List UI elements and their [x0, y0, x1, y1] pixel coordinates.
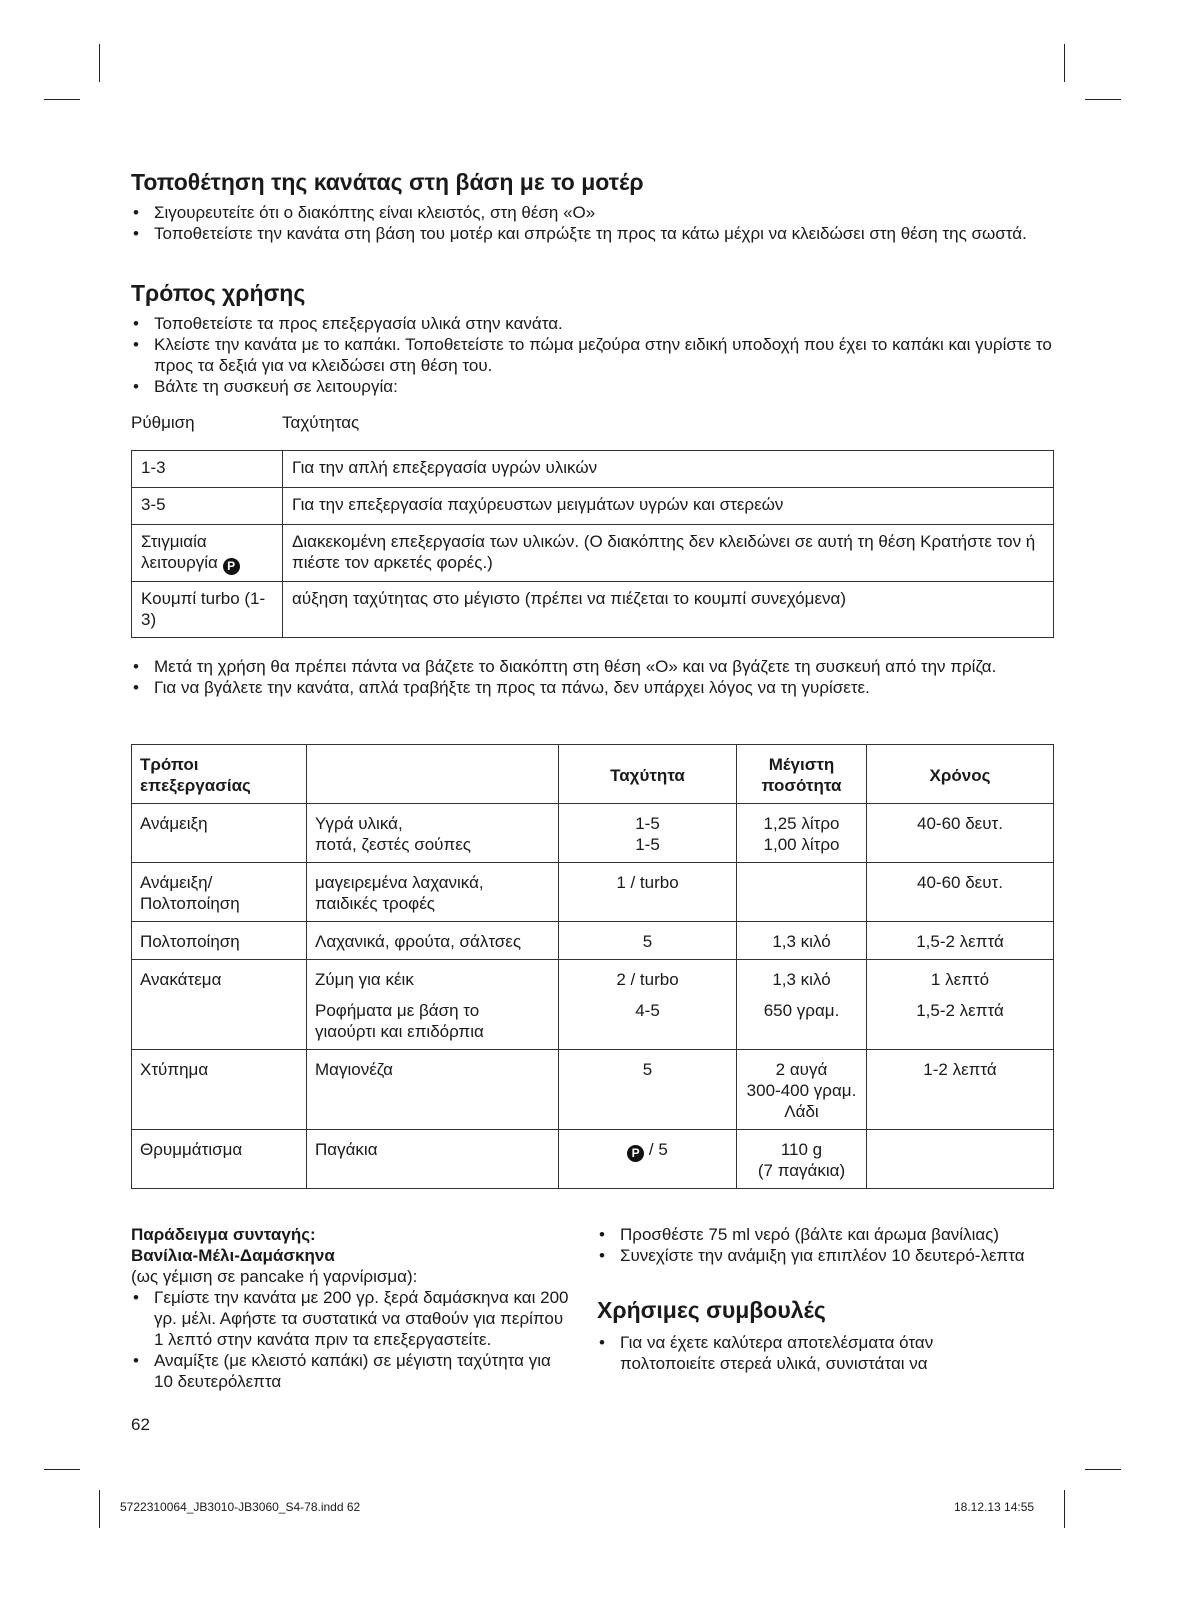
- qty-line: 1,3 κιλό: [772, 970, 831, 989]
- list-item: • Βάλτε τη συσκευή σε λειτουργία:: [131, 376, 1061, 397]
- table-row: [132, 922, 1054, 960]
- speed-header-speed: Ταχύτητας: [282, 413, 360, 432]
- cell-mode: Ανάμειξη: [132, 804, 307, 863]
- bullet-list: [597, 1332, 1027, 1374]
- table-row: [132, 960, 1054, 1050]
- table-cell: Διακεκομένη επεξεργασία των υλικών. (Ο διακόπτης δεν κλειδώνει σε αυτή τη θέση Κρατήστε τον ή πιέστε τον αρκετές φορές.): [283, 525, 1054, 582]
- table-row: [132, 804, 1054, 863]
- cell-mode: Ανάμειξη/ Πολτοποίηση: [132, 863, 307, 922]
- cell-time: 1,5-2 λεπτά: [867, 922, 1054, 960]
- table-header-row: [132, 745, 1054, 804]
- list-item: • Τοποθετείστε την κανάτα στη βάση του μοτέρ και σπρώξτε τη προς τα κάτω μέχρι να κλειδώσει στη θέση της σωστά.: [131, 223, 1061, 244]
- cell-item: Υγρά υλικά, ποτά, ζεστές σούπες: [307, 804, 559, 863]
- cell-time: 1-2 λεπτά: [867, 1050, 1054, 1130]
- table-row: [132, 863, 1054, 922]
- cell-item: Λαχανικά, φρούτα, σάλτσες: [307, 922, 559, 960]
- pulse-label: Στιγμιαία λειτουργία: [141, 532, 218, 572]
- recipe-title: Παράδειγμα συνταγής:: [131, 1225, 316, 1244]
- process-table: [131, 744, 1054, 1189]
- footer-date: 18.12.13 14:55: [954, 1500, 1035, 1514]
- cell-speed: 1 / turbo: [559, 863, 737, 922]
- crop-mark: [44, 99, 80, 100]
- table-row: [132, 1050, 1054, 1130]
- cell-item: μαγειρεμένα λαχανικά, παιδικές τροφές: [307, 863, 559, 922]
- list-item: • Τοποθετείστε τα προς επεξεργασία υλικά στην κανάτα.: [131, 313, 1061, 334]
- list-item: • Συνεχίστε την ανάμιξη για επιπλέον 10 δευτερό-λεπτα: [597, 1245, 1027, 1266]
- after-use-notes: [131, 656, 1061, 698]
- cell-time: 40-60 δευτ.: [867, 863, 1054, 922]
- cell-speed: 5: [559, 1050, 737, 1130]
- crop-mark: [99, 1490, 100, 1528]
- header-time: Χρόνος: [867, 745, 1054, 804]
- cell-speed: [559, 1130, 737, 1189]
- time-line: 1,5-2 λεπτά: [916, 1001, 1004, 1020]
- cell-mode: Πολτοποίηση: [132, 922, 307, 960]
- time-line: 1 λεπτό: [930, 970, 990, 989]
- section-title: Τρόπος χρήσης: [131, 280, 306, 306]
- cell-quantity: 1,25 λίτρο 1,00 λίτρο: [737, 804, 867, 863]
- cell-item: Παγάκια: [307, 1130, 559, 1189]
- list-item: • Κλείστε την κανάτα με το καπάκι. Τοποθετείστε το πώμα μεζούρα στην ειδική υποδοχή που έχει το καπάκι και γυρίστε το προς τα δεξιά για να κλειδώσει στη θέση του.: [131, 334, 1061, 376]
- list-item: • Προσθέστε 75 ml νερό (βάλτε και άρωμα βανίλιας): [597, 1224, 1027, 1245]
- table-row: [132, 451, 1054, 488]
- cell-quantity: [737, 863, 867, 922]
- list-item: • Για να έχετε καλύτερα αποτελέσματα όταν πολτοποιείτε στερεά υλικά, συνιστάται να: [597, 1332, 1027, 1374]
- cell-item: [307, 960, 559, 1050]
- footer-filename: 5722310064_JB3010-JB3060_S4-78.indd 62: [120, 1500, 361, 1514]
- crop-mark: [44, 1469, 80, 1470]
- table-row: [132, 525, 1054, 582]
- section-usage: [131, 279, 1061, 397]
- cell-quantity: [737, 960, 867, 1050]
- table-cell: [132, 525, 283, 582]
- table-cell: Κουμπί turbo (1-3): [132, 582, 283, 638]
- item-line: Ζύμη για κέικ: [315, 970, 414, 989]
- section-title: Τοποθέτηση της κανάτας στη βάση με το μοτέρ: [131, 169, 644, 195]
- list-item: • Αναμίξτε (με κλειστό καπάκι) σε μέγιστη ταχύτητα για 10 δευτερόλεπτα: [131, 1350, 571, 1392]
- qty-line: 650 γραμ.: [763, 1001, 840, 1020]
- cell-speed: 5: [559, 922, 737, 960]
- recipe-name: Βανίλια-Μέλι-Δαμάσκηνα: [131, 1246, 335, 1265]
- crop-mark: [1085, 1469, 1121, 1470]
- bullet-list: [131, 656, 1061, 698]
- crop-mark: [1064, 1490, 1065, 1528]
- crop-mark: [1064, 44, 1065, 82]
- table-cell: 1-3: [132, 451, 283, 488]
- table-row: [132, 582, 1054, 638]
- bullet-list: [131, 313, 1061, 397]
- header-mode: Τρόποι επεξεργασίας: [132, 745, 307, 804]
- table-cell: 3-5: [132, 488, 283, 525]
- cell-time: [867, 960, 1054, 1050]
- table-cell: αύξηση ταχύτητας στο μέγιστο (πρέπει να πιέζεται το κουμπί συνεχόμενα): [283, 582, 1054, 638]
- header-item: [307, 745, 559, 804]
- item-line: Ροφήματα με βάση το γιαούρτι και επιδόρπια: [315, 1001, 484, 1041]
- header-quantity: Μέγιστη ποσότητα: [737, 745, 867, 804]
- page-number: 62: [131, 1415, 150, 1434]
- recipe-section: [131, 1224, 571, 1392]
- speed-header-setting: Ρύθμιση: [131, 413, 195, 432]
- pulse-icon: P: [223, 558, 240, 575]
- bullet-list: [131, 202, 1061, 244]
- cell-mode: Ανακάτεμα: [132, 960, 307, 1050]
- cell-time: [867, 1130, 1054, 1189]
- cell-quantity: 110 g (7 παγάκια): [737, 1130, 867, 1189]
- cell-mode: Χτύπημα: [132, 1050, 307, 1130]
- section-mounting: [131, 168, 1061, 244]
- list-item: • Μετά τη χρήση θα πρέπει πάντα να βάζετε το διακόπτη στη θέση «O» και να βγάζετε τη συσκευή από την πρίζα.: [131, 656, 1061, 677]
- list-item: • Για να βγάλετε την κανάτα, απλά τραβήξτε τη προς τα πάνω, δεν υπάρχει λόγος να τη γυρίσετε.: [131, 677, 1061, 698]
- pulse-icon: P: [627, 1145, 644, 1162]
- table-row: [132, 488, 1054, 525]
- header-speed: Ταχύτητα: [559, 745, 737, 804]
- bullet-list: [131, 1287, 571, 1392]
- cell-speed: 1-5 1-5: [559, 804, 737, 863]
- table-cell: Για την επεξεργασία παχύρευστων μειγμάτων υγρών και στερεών: [283, 488, 1054, 525]
- cell-quantity: 1,3 κιλό: [737, 922, 867, 960]
- cell-speed: [559, 960, 737, 1050]
- table-cell: Για την απλή επεξεργασία υγρών υλικών: [283, 451, 1054, 488]
- recipe-continued: [597, 1224, 1027, 1374]
- table-row: [132, 1130, 1054, 1189]
- cell-quantity: 2 αυγά 300-400 γραμ. Λάδι: [737, 1050, 867, 1130]
- cell-time: 40-60 δευτ.: [867, 804, 1054, 863]
- bullet-list: [597, 1224, 1027, 1266]
- crop-mark: [99, 44, 100, 82]
- crop-mark: [1085, 99, 1121, 100]
- cell-item: Μαγιονέζα: [307, 1050, 559, 1130]
- speed-line: 2 / turbo: [616, 970, 679, 989]
- speed-suffix: / 5: [644, 1140, 668, 1159]
- speed-line: 4-5: [635, 1001, 660, 1020]
- recipe-subtitle: (ως γέμιση σε pancake ή γαρνίρισμα):: [131, 1267, 418, 1286]
- speed-table: [131, 450, 1054, 638]
- cell-mode: Θρυμμάτισμα: [132, 1130, 307, 1189]
- tips-title: Χρήσιμες συμβουλές: [597, 1297, 826, 1323]
- list-item: • Γεμίστε την κανάτα με 200 γρ. ξερά δαμάσκηνα και 200 γρ. μέλι. Αφήστε τα συστατικά να σταθούν για περίπου 1 λεπτό στην κανάτα πριν τα επεξεργαστείτε.: [131, 1287, 571, 1350]
- list-item: • Σιγουρευτείτε ότι ο διακόπτης είναι κλειστός, στη θέση «O»: [131, 202, 1061, 223]
